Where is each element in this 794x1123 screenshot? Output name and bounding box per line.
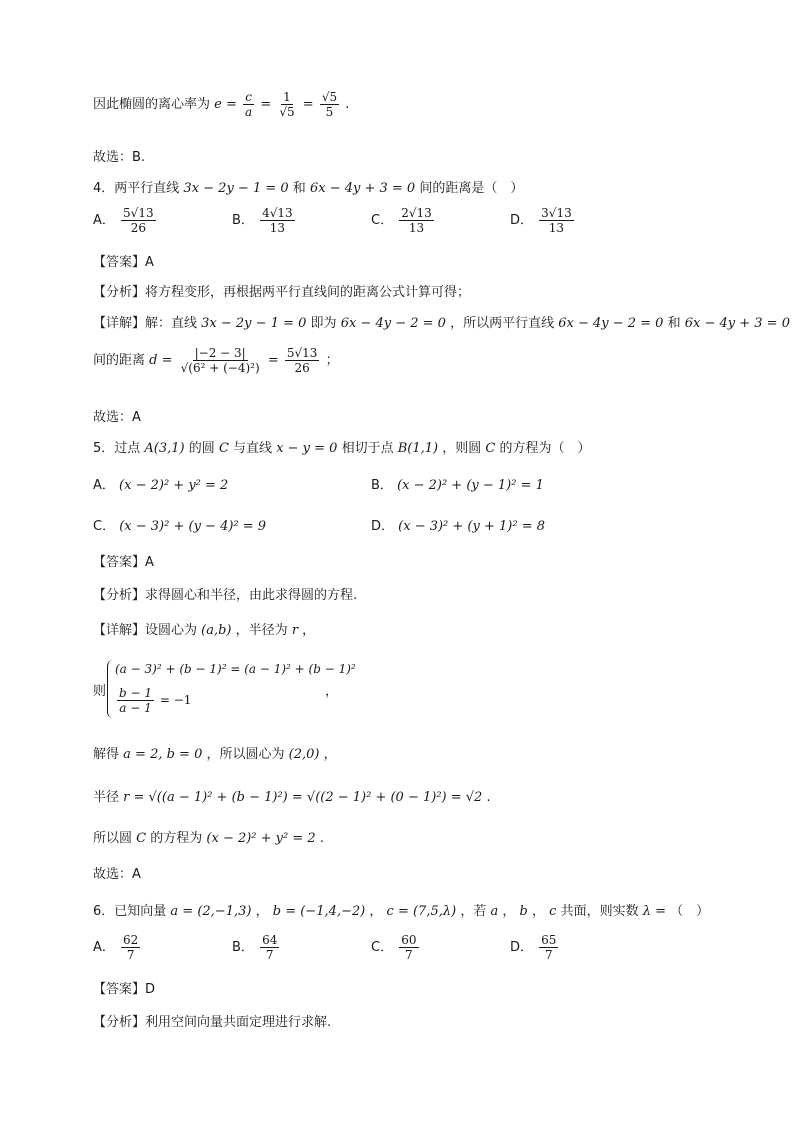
eccentricity-prefix: 因此椭圆的离心率为: [93, 97, 211, 112]
q6-option-c: C． $\frac{60}{7}$: [371, 933, 417, 962]
q5-analysis: 【分析】求得圆心和半径，由此求得圆的方程.: [93, 588, 358, 603]
q6-answer: 【答案】D: [93, 982, 156, 997]
q5-solve: 解得 a = 2, b = 0 ，所以圆心为 (2,0) ，: [93, 747, 337, 762]
q5-answer: 【答案】A: [93, 555, 154, 570]
q4-line2: 6x − 4y + 3 = 0: [309, 181, 416, 196]
system-eq1: (a − 3)² + (b − 1)² = (a − 1)² + (b − 1)²: [115, 662, 356, 676]
q4-analysis: 【分析】将方程变形，再根据两平行直线间的距离公式计算可得；: [93, 285, 471, 300]
q5-then: 则: [93, 684, 107, 699]
q6-stem: 6．已知向量 a = (2,−1,3) ， b = (−1,4,−2) ， c = (7,5,λ) ，若 a ， b ， c 共面，则实数 λ = （ ）: [93, 904, 710, 919]
q6-option-a: A． $\frac{62}{7}$: [93, 933, 139, 962]
eccentricity-line: 因此椭圆的离心率为 e = $\frac{c}{a}$ = $\frac{1}{√5}$ = $\frac{√5}{5}$ .: [93, 90, 350, 119]
q5-option-d: D． (x − 3)² + (y + 1)² = 8: [371, 519, 545, 534]
fraction-1-over-sqrt5: $\frac{1}{√5}$: [279, 90, 295, 119]
q5-choice: 故选：A: [93, 867, 141, 882]
prev-choice: 故选：B.: [93, 150, 146, 165]
eccentricity-e: e =: [214, 97, 237, 112]
q4-option-a: A． $\frac{5√13}{26}$: [93, 206, 154, 235]
q5-option-c: C． (x − 3)² + (y − 4)² = 9: [93, 519, 267, 534]
q5-option-a: A． (x − 2)² + y² = 2: [93, 478, 229, 493]
q5-equation: 所以圆 C 的方程为 (x − 2)² + y² = 2 .: [93, 831, 324, 846]
fraction-c-over-a: $\frac{c}{a}$: [245, 90, 253, 119]
q4-option-d: D． $\frac{3√13}{13}$: [510, 206, 572, 235]
q4-choice: 故选：A: [93, 410, 141, 425]
q6-option-d: D． $\frac{65}{7}$: [510, 933, 557, 962]
fraction-sqrt5-over-5: $\frac{√5}{5}$: [321, 90, 338, 119]
q5-stem: 5．过点 A(3,1) 的圆 C 与直线 x − y = 0 相切于点 B(1,1) ，则圆 C 的方程为（ ）: [93, 441, 591, 456]
q4-answer: 【答案】A: [93, 255, 154, 270]
q4-detail: 【详解】解：直线 3x − 2y − 1 = 0 即为 6x − 4y − 2 = 0 ，所以两平行直线 6x − 4y − 2 = 0 和 6x − 4y + 3 = 0: [93, 316, 790, 331]
q4-stem: 4．两平行直线 3x − 2y − 1 = 0 和 6x − 4y + 3 = 0 间的距离是（ ）: [93, 181, 524, 196]
distance-result: $\frac{5√13}{26}$: [286, 346, 318, 375]
q5-radius: 半径 r = √((a − 1)² + (b − 1)²) = √((2 − 1)² + (0 − 1)²) = √2 .: [93, 790, 491, 805]
q4-distance: 间的距离 d = $\frac{|-2 - 3|}{\text{√(6² + (−4)²)}}$ = $\frac{5√13}{26}$ ；: [93, 346, 339, 375]
system-eq2: $\frac{b - 1}{a - 1}$ = −1: [119, 686, 192, 715]
q4-option-b: B． $\frac{4√13}{13}$: [232, 206, 293, 235]
q5-detail: 【详解】设圆心为 (a,b) ，半径为 r ，: [93, 623, 316, 638]
q5-option-b: B． (x − 2)² + (y − 1)² = 1: [371, 478, 544, 493]
distance-fraction: $\frac{|-2 - 3|}{\text{√(6² + (−4)²)}}$: [180, 346, 260, 375]
q6-option-b: B． $\frac{64}{7}$: [232, 933, 278, 962]
q6-analysis: 【分析】利用空间向量共面定理进行求解.: [93, 1015, 332, 1030]
q4-line1: 3x − 2y − 1 = 0: [183, 181, 289, 196]
q4-option-c: C． $\frac{2√13}{13}$: [371, 206, 432, 235]
system-end: ，: [325, 684, 339, 699]
